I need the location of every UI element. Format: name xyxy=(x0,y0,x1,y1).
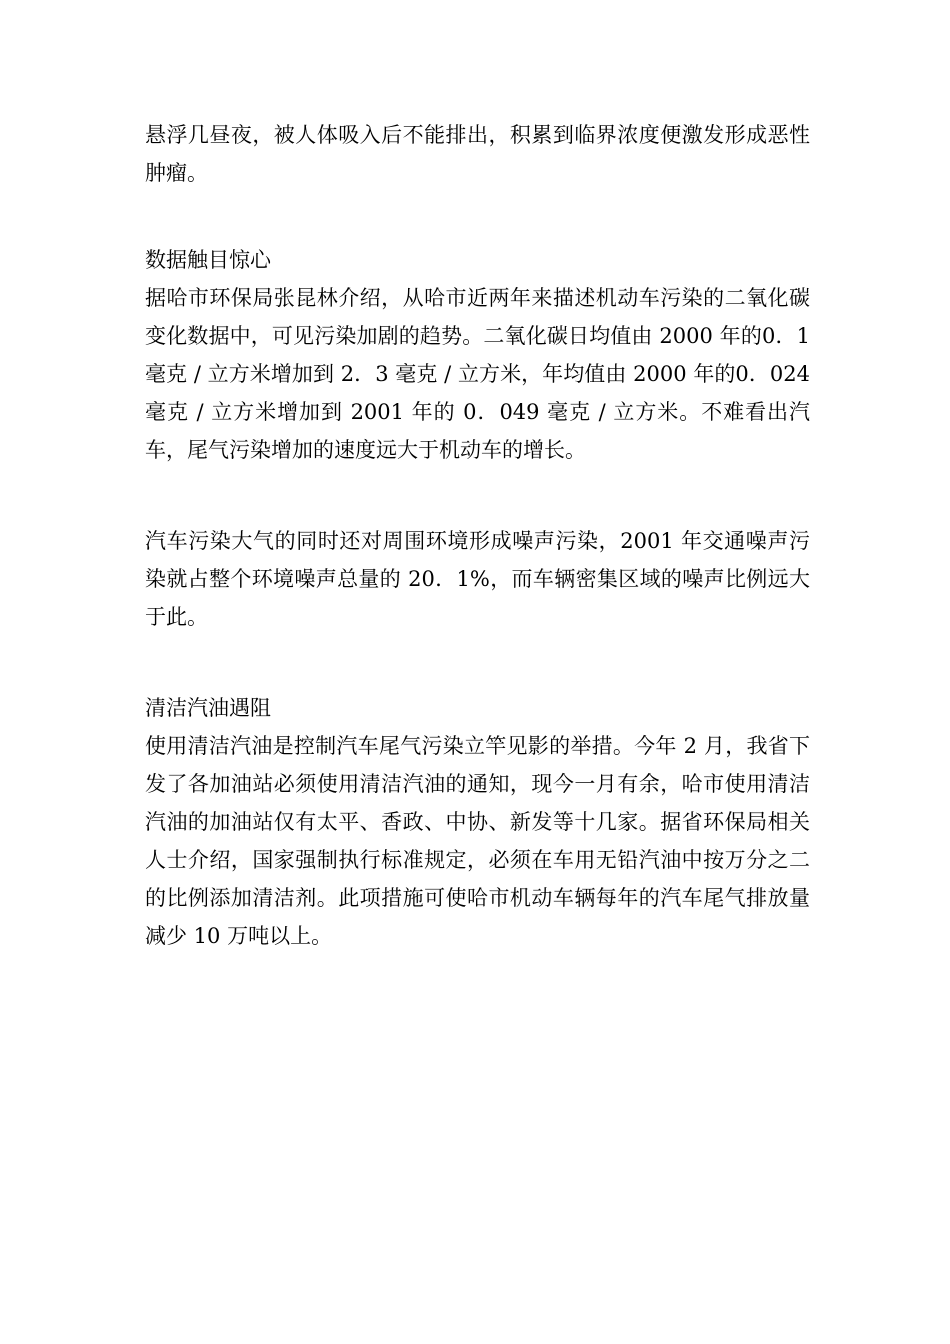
document-body xyxy=(145,116,810,955)
paragraph-clean-gasoline: 使用清洁汽油是控制汽车尾气污染立竿见影的举措。今年 2 月，我省下发了各加油站必须使用清洁汽油的通知，现今一月有余，哈市使用清洁汽油的加油站仅有太平、香政、中协、新发等十几家。据省环保局相关人士介绍，国家强制执行标准规定，必须在车用无铅汽油中按万分之二的比例添加清洁剂。此项措施可使哈市机动车辆每年的汽车尾气排放量减少 10 万吨以上。 xyxy=(145,734,810,948)
paragraph-data-details: 据哈市环保局张昆林介绍，从哈市近两年来描述机动车污染的二氧化碳变化数据中，可见污染加剧的趋势。二氧化碳日均值由 2000 年的0．1 毫克 / 立方米增加到 2．3 毫克 / 立方米，年均值由 2000 年的0．024 毫克 / 立方米增加到 2001 年的 0．049 毫克 / 立方米。不难看出汽车，尾气污染增加的速度远大于机动车的增长。 xyxy=(145,286,810,462)
paragraph-gap xyxy=(145,469,810,522)
section-heading-clean-gasoline: 清洁汽油遇阻 xyxy=(145,696,271,720)
section-heading-data: 数据触目惊心 xyxy=(145,248,271,272)
paragraph-gap xyxy=(145,192,810,241)
paragraph-intro: 悬浮几昼夜，被人体吸入后不能排出，积累到临界浓度便激发形成恶性肿瘤。 xyxy=(145,123,810,185)
paragraph-noise-pollution: 汽车污染大气的同时还对周围环境形成噪声污染，2001 年交通噪声污染就占整个环境噪声总量的 20．1%，而车辆密集区域的噪声比例远大于此。 xyxy=(145,529,810,629)
paragraph-gap xyxy=(145,636,810,689)
